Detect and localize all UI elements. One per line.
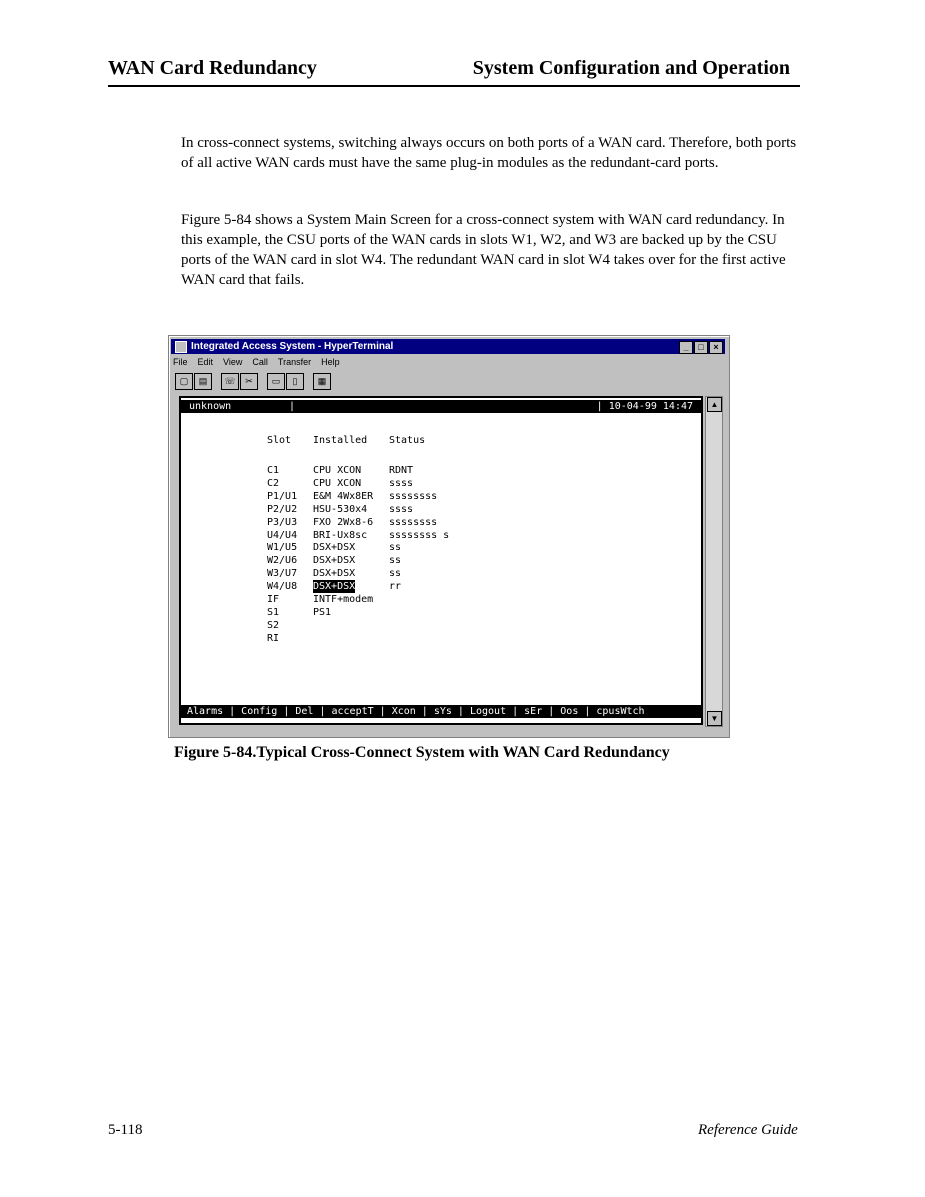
command-bar[interactable]: Alarms | Config | Del | acceptT | Xcon | sYs | Logout | sEr | Oos | cpusWtch [181,705,701,718]
menu-call[interactable]: Call [252,357,268,367]
row-slot: S1 [267,606,280,618]
paragraph-2: Figure 5-84 shows a System Main Screen for a cross-connect system with WAN card redundancy. In this example, the CSU ports of the WAN cards in slots W1, W2, and W3 are backed up by the CSU ports of the WAN card in slot W4. The redundant WAN card in slot W4 takes over for the first active WAN card that fails. [181,212,786,288]
footer-guide: Reference Guide [698,1122,798,1138]
row-installed: FXO 2Wx8-6 [313,516,374,528]
row-status: ssss [389,477,414,489]
row-installed: DSX+DSX [313,555,356,567]
menu-edit[interactable]: Edit [197,357,214,367]
timestamp: | 10-04-99 14:47 [596,401,693,412]
row-status: ssssssss [389,490,438,502]
vertical-scrollbar[interactable] [705,396,723,727]
minimize-button[interactable]: _ [679,341,693,354]
receive-icon[interactable]: ▯ [286,373,304,390]
section-title: WAN Card Redundancy [108,57,317,79]
close-button[interactable]: × [709,341,723,354]
row-status: ssss [389,503,414,515]
row-installed: DSX+DSX [313,581,356,593]
send-icon[interactable]: ▭ [267,373,285,390]
menu-transfer[interactable]: Transfer [277,357,312,367]
scroll-up-icon[interactable]: ▲ [707,397,722,412]
row-slot: IF [267,594,280,605]
scroll-down-icon[interactable]: ▼ [707,711,722,726]
row-installed: PS1 [313,606,332,618]
properties-icon[interactable]: ▦ [313,373,331,390]
paragraph-1: In cross-connect systems, switching always occurs on both ports of a WAN card. Therefore, both ports of all active WAN cards must have the same plug-in modules as the redundant-card ports. [181,135,797,171]
menu-file[interactable]: File [173,357,188,367]
hyperterminal-window [168,335,730,738]
row-installed: DSX+DSX [313,542,356,554]
page-number: 5-118 [108,1122,143,1138]
row-slot: U4/U4 [267,529,298,541]
status-separator: | [289,401,296,412]
row-installed: CPU XCON [313,465,362,476]
row-slot: C2 [267,477,280,489]
window-titlebar[interactable] [171,339,725,354]
new-connection-icon[interactable]: ▢ [175,373,193,390]
page-header [108,57,800,87]
row-slot: W2/U6 [267,555,298,567]
row-slot: P1/U1 [267,490,298,502]
terminal-screen[interactable] [179,396,703,725]
open-icon[interactable]: ▤ [194,373,212,390]
column-header-installed: Installed [313,435,368,446]
row-installed: DSX+DSX [313,568,356,580]
terminal-status-bar [181,400,701,413]
row-slot: S2 [267,619,280,631]
column-header-slot: Slot [267,435,292,446]
chapter-title: System Configuration and Operation [472,57,790,79]
row-installed: CPU XCON [313,477,362,489]
row-slot: W1/U5 [267,542,298,554]
row-status: ss [389,542,402,554]
row-status: ssssssss s [389,529,450,541]
row-status: RDNT [389,465,414,476]
disconnect-icon[interactable]: ✂ [240,373,258,390]
row-status: rr [389,581,402,593]
row-installed: INTF+modem [313,594,374,605]
menu-bar [173,357,340,367]
column-header-status: Status [389,435,426,446]
row-slot: W3/U7 [267,568,298,580]
menu-help[interactable]: Help [321,357,340,367]
row-installed: E&M 4Wx8ER [313,490,374,502]
row-status: ssssssss [389,516,438,528]
row-status: ss [389,568,402,580]
row-slot: P3/U3 [267,516,298,528]
row-slot: RI [267,632,280,644]
row-installed: HSU-530x4 [313,503,368,515]
maximize-button[interactable]: □ [694,341,708,354]
hyperterminal-icon [175,341,187,353]
figure-caption: Figure 5-84.Typical Cross-Connect System with WAN Card Redundancy [174,744,670,761]
row-status: ss [389,555,402,567]
row-slot: C1 [267,465,280,476]
menu-view[interactable]: View [223,357,243,367]
row-slot: W4/U8 [267,581,298,593]
toolbar [175,373,340,390]
row-installed: BRI-Ux8sc [313,529,368,541]
window-title: Integrated Access System - HyperTerminal [191,341,394,352]
connect-icon[interactable]: ☏ [221,373,239,390]
row-slot: P2/U2 [267,503,298,515]
host-name: unknown [189,401,232,412]
